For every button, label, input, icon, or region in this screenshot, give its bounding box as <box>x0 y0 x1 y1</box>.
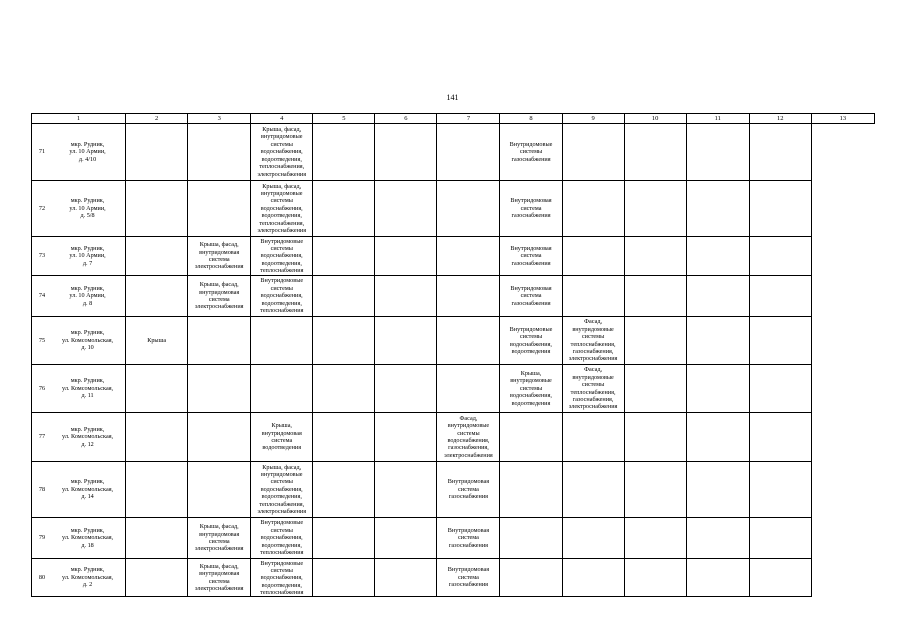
work-description: Крыша, фасад, внутридомовая система электроснабжения <box>194 523 244 553</box>
address-text: мкр. Рудник, ул. 10 Армии, д. 8 <box>69 284 106 307</box>
row-cell-11 <box>686 276 749 317</box>
row-cell-6 <box>375 518 437 559</box>
row-cell-7 <box>437 413 500 462</box>
header-row <box>32 114 875 124</box>
row-cell-8 <box>500 124 562 181</box>
row-cell-12 <box>749 237 811 276</box>
row-cell-5 <box>313 124 375 181</box>
row-cell-6 <box>375 365 437 413</box>
table-row <box>32 276 875 317</box>
row-cell-8 <box>500 365 562 413</box>
row-cell-1 <box>32 124 126 181</box>
column-header-4: 4 <box>251 114 313 124</box>
row-cell-1 <box>32 413 126 462</box>
row-cell-3 <box>188 413 251 462</box>
work-description: Внутридомовая система газоснабжения <box>510 244 552 267</box>
row-number: 76 <box>38 384 46 392</box>
column-header-3: 3 <box>188 114 251 124</box>
address-text: мкр. Рудник, ул. 10 Армии, д. 7 <box>69 244 106 267</box>
row-cell-7 <box>437 317 500 365</box>
row-cell-4 <box>251 276 313 317</box>
row-cell-1 <box>32 276 126 317</box>
row-cell-12 <box>749 365 811 413</box>
row-cell-6 <box>375 181 437 237</box>
work-description: Крыша, фасад, внутридомовые системы водоснабжения, водоотведения, теплоснабжения, электроснабжения <box>257 182 307 235</box>
row-cell-5 <box>313 518 375 559</box>
work-description: Внутридомовая система газоснабжения <box>510 197 552 220</box>
row-cell-6 <box>375 317 437 365</box>
address-text: мкр. Рудник, ул. Комсомольская, д. 12 <box>62 425 114 448</box>
row-cell-1 <box>32 181 126 237</box>
row-cell-9 <box>562 237 624 276</box>
work-description: Внутридомовая система газоснабжения <box>447 478 490 501</box>
row-cell-4 <box>251 413 313 462</box>
row-cell-1 <box>32 559 126 597</box>
row-cell-4 <box>251 181 313 237</box>
row-cell-4 <box>251 518 313 559</box>
row-cell-10 <box>624 317 686 365</box>
row-cell-7 <box>437 276 500 317</box>
row-cell-7 <box>437 365 500 413</box>
row-cell-2 <box>126 276 188 317</box>
row-cell-6 <box>375 413 437 462</box>
row-cell-2 <box>126 518 188 559</box>
row-number: 78 <box>38 485 46 493</box>
table-row <box>32 124 875 181</box>
table-row <box>32 237 875 276</box>
row-cell-9 <box>562 559 624 597</box>
row-cell-9 <box>562 518 624 559</box>
row-cell-7 <box>437 181 500 237</box>
work-description: Внутридомовые системы водоснабжения, водоотведения, теплоснабжения <box>260 559 304 596</box>
row-cell-1 <box>32 237 126 276</box>
row-cell-11 <box>686 237 749 276</box>
row-cell-9 <box>562 124 624 181</box>
address-text: мкр. Рудник, ул. 10 Армии, д. 5/8 <box>69 197 106 220</box>
table-row <box>32 518 875 559</box>
row-cell-11 <box>686 462 749 518</box>
work-description: Крыша, фасад, внутридомовые системы водоснабжения, водоотведения, теплоснабжения, электроснабжения <box>257 126 307 178</box>
work-description: Внутридомовые системы водоснабжения, водоотведения, теплоснабжения <box>260 519 304 557</box>
work-description: Фасад, внутридомовые системы теплоснабжения, газоснабжения, электроснабжения <box>568 366 618 411</box>
row-cell-8 <box>500 413 562 462</box>
row-cell-1 <box>32 365 126 413</box>
work-description: Крыша, фасад, внутридомовая система электроснабжения <box>194 281 244 311</box>
address-text: мкр. Рудник, ул. Комсомольская, д. 18 <box>62 526 114 549</box>
row-cell-10 <box>624 365 686 413</box>
repair-schedule-table <box>31 113 875 597</box>
column-header-13: 13 <box>811 114 874 124</box>
row-cell-9 <box>562 181 624 237</box>
address-text: мкр. Рудник, ул. Комсомольская, д. 10 <box>62 329 114 352</box>
row-cell-3 <box>188 317 251 365</box>
row-cell-10 <box>624 276 686 317</box>
row-cell-6 <box>375 276 437 317</box>
row-cell-10 <box>624 518 686 559</box>
row-cell-7 <box>437 124 500 181</box>
page-number: 141 <box>446 93 459 102</box>
row-cell-7 <box>437 518 500 559</box>
row-cell-6 <box>375 237 437 276</box>
table-row <box>32 317 875 365</box>
row-cell-9 <box>562 317 624 365</box>
row-cell-9 <box>562 413 624 462</box>
row-cell-11 <box>686 365 749 413</box>
row-cell-10 <box>624 462 686 518</box>
row-cell-10 <box>624 559 686 597</box>
row-cell-2 <box>126 181 188 237</box>
row-cell-5 <box>313 237 375 276</box>
row-cell-5 <box>313 365 375 413</box>
row-cell-10 <box>624 413 686 462</box>
row-cell-2 <box>126 237 188 276</box>
row-cell-8 <box>500 317 562 365</box>
row-cell-11 <box>686 518 749 559</box>
column-header-1: 1 <box>32 114 126 124</box>
table-header <box>32 114 875 124</box>
column-header-12: 12 <box>749 114 811 124</box>
work-description: Внутридомовые системы водоснабжения, водоотведения <box>509 325 553 355</box>
work-description: Крыша, внутридомовые системы водоснабжения, водоотведения <box>510 369 552 407</box>
row-cell-12 <box>749 462 811 518</box>
address-text: мкр. Рудник, ул. Комсомольская, д. 2 <box>62 566 114 589</box>
column-header-5: 5 <box>313 114 375 124</box>
work-description: Внутридомовые системы водоснабжения, водоотведения, теплоснабжения <box>260 237 304 275</box>
row-cell-3 <box>188 124 251 181</box>
row-cell-3 <box>188 181 251 237</box>
work-description: Внутридомовые системы водоснабжения, водоотведения, теплоснабжения <box>260 277 304 315</box>
table-body <box>32 124 875 597</box>
row-cell-3 <box>188 237 251 276</box>
row-number: 71 <box>38 148 46 156</box>
row-cell-5 <box>313 413 375 462</box>
work-description: Фасад, внутридомовые системы теплоснабжения, газоснабжения, электроснабжения <box>568 318 618 363</box>
row-cell-8 <box>500 462 562 518</box>
address-text: мкр. Рудник, ул. Комсомольская, д. 14 <box>62 478 114 501</box>
row-cell-2 <box>126 365 188 413</box>
row-cell-4 <box>251 124 313 181</box>
work-description: Крыша, внутридомовая система водоотведения <box>261 422 302 452</box>
work-description: Крыша, фасад, внутридомовая система электроснабжения <box>194 241 244 271</box>
table-row <box>32 365 875 413</box>
row-number: 77 <box>38 433 46 441</box>
work-description: Крыша, фасад, внутридомовая система электроснабжения <box>194 562 244 592</box>
row-cell-6 <box>375 559 437 597</box>
row-cell-5 <box>313 317 375 365</box>
row-cell-9 <box>562 462 624 518</box>
row-cell-5 <box>313 462 375 518</box>
row-cell-4 <box>251 365 313 413</box>
row-cell-11 <box>686 124 749 181</box>
row-cell-3 <box>188 518 251 559</box>
column-header-6: 6 <box>375 114 437 124</box>
work-description: Внутридомовая система газоснабжения <box>447 526 490 549</box>
row-cell-3 <box>188 462 251 518</box>
row-cell-2 <box>126 413 188 462</box>
work-description: Внутридомовые системы газоснабжения <box>509 140 553 163</box>
row-cell-7 <box>437 237 500 276</box>
column-header-10: 10 <box>624 114 686 124</box>
row-cell-9 <box>562 365 624 413</box>
row-cell-8 <box>500 237 562 276</box>
table-row <box>32 181 875 237</box>
row-cell-2 <box>126 462 188 518</box>
row-cell-1 <box>32 518 126 559</box>
row-cell-6 <box>375 462 437 518</box>
row-cell-8 <box>500 518 562 559</box>
row-cell-11 <box>686 413 749 462</box>
row-cell-12 <box>749 276 811 317</box>
row-cell-4 <box>251 559 313 597</box>
row-number: 79 <box>38 534 46 542</box>
row-cell-5 <box>313 276 375 317</box>
row-number: 80 <box>38 573 46 581</box>
row-cell-12 <box>749 181 811 237</box>
row-number: 74 <box>38 292 46 300</box>
address-text: мкр. Рудник, ул. Комсомольская, д. 11 <box>62 377 114 400</box>
work-description: Крыша <box>147 336 167 344</box>
column-header-11: 11 <box>686 114 749 124</box>
row-cell-8 <box>500 276 562 317</box>
table-row <box>32 559 875 597</box>
row-cell-12 <box>749 317 811 365</box>
column-header-9: 9 <box>562 114 624 124</box>
table-row <box>32 462 875 518</box>
work-description: Внутридомовая система газоснабжения <box>510 284 552 307</box>
row-cell-3 <box>188 276 251 317</box>
row-cell-9 <box>562 276 624 317</box>
row-cell-12 <box>749 559 811 597</box>
row-cell-1 <box>32 462 126 518</box>
row-cell-12 <box>749 518 811 559</box>
row-cell-12 <box>749 124 811 181</box>
row-cell-10 <box>624 124 686 181</box>
row-cell-4 <box>251 317 313 365</box>
row-cell-11 <box>686 317 749 365</box>
row-number: 75 <box>38 336 46 344</box>
row-cell-1 <box>32 317 126 365</box>
column-header-7: 7 <box>437 114 500 124</box>
row-cell-5 <box>313 559 375 597</box>
row-cell-11 <box>686 559 749 597</box>
row-cell-12 <box>749 413 811 462</box>
row-cell-7 <box>437 559 500 597</box>
row-cell-8 <box>500 559 562 597</box>
row-cell-7 <box>437 462 500 518</box>
row-cell-2 <box>126 317 188 365</box>
address-text: мкр. Рудник, ул. 10 Армии, д. 4/10 <box>69 140 106 163</box>
row-number: 72 <box>38 204 46 212</box>
row-cell-10 <box>624 181 686 237</box>
work-description: Фасад, внутридомовые системы водоснабжения, газоснабжения, электроснабжения <box>444 414 493 459</box>
table-row <box>32 413 875 462</box>
row-cell-8 <box>500 181 562 237</box>
work-description: Крыша, фасад, внутридомовые системы водоснабжения, водоотведения, теплоснабжения, электроснабжения <box>257 463 307 516</box>
row-number: 73 <box>38 252 46 260</box>
work-description: Внутридомовая система газоснабжения <box>447 566 490 589</box>
row-cell-6 <box>375 124 437 181</box>
row-cell-3 <box>188 559 251 597</box>
row-cell-4 <box>251 237 313 276</box>
row-cell-10 <box>624 237 686 276</box>
column-header-8: 8 <box>500 114 562 124</box>
row-cell-11 <box>686 181 749 237</box>
row-cell-2 <box>126 124 188 181</box>
row-cell-3 <box>188 365 251 413</box>
row-cell-5 <box>313 181 375 237</box>
column-header-2: 2 <box>126 114 188 124</box>
row-cell-4 <box>251 462 313 518</box>
row-cell-2 <box>126 559 188 597</box>
